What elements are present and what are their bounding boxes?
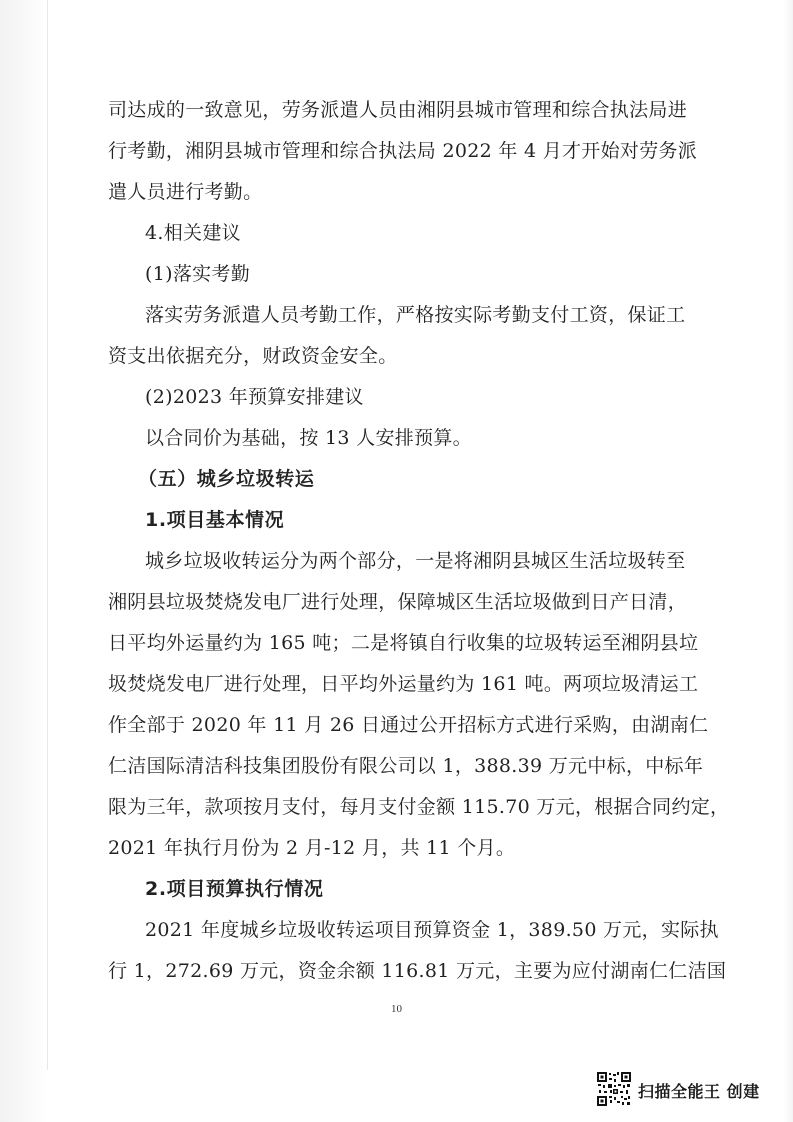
body-line: 以合同价为基础，按 13 人安排预算。: [145, 427, 472, 449]
section-heading: 4.相关建议: [145, 222, 241, 244]
body-line: 日平均外运量约为 165 吨；二是将镇自行收集的垃圾转运至湘阴县垃: [108, 632, 699, 654]
section-heading: 1.项目基本情况: [145, 509, 285, 531]
body-line: 落实劳务派遣人员考勤工作，严格按实际考勤支付工资，保证工: [145, 304, 686, 326]
qr-code-icon: [596, 1071, 632, 1107]
body-line: 圾焚烧发电厂进行处理，日平均外运量约为 161 吨。两项垃圾清运工: [108, 673, 699, 695]
body-line: 遣人员进行考勤。: [108, 181, 263, 203]
page-number: 10: [391, 1003, 402, 1015]
body-line: 司达成的一致意见，劳务派遣人员由湘阴县城市管理和综合执法局进: [108, 99, 688, 121]
body-line: 仁洁国际清洁科技集团股份有限公司以 1，388.39 万元中标，中标年: [108, 755, 704, 777]
subsection-heading: (2)2023 年预算安排建议: [145, 386, 364, 408]
body-line: 限为三年，款项按月支付，每月支付金额 115.70 万元，根据合同约定，: [108, 796, 730, 818]
scanner-watermark: [596, 1071, 786, 1113]
body-line: 2021 年度城乡垃圾收转运项目预算资金 1，389.50 万元，实际执: [145, 919, 719, 941]
body-line: 城乡垃圾收转运分为两个部分，一是将湘阴县城区生活垃圾转至: [145, 550, 686, 572]
body-line: 资支出依据充分，财政资金安全。: [108, 345, 398, 367]
section-heading: 2.项目预算执行情况: [145, 878, 324, 900]
body-line: 行 1，272.69 万元，资金余额 116.81 万元，主要为应付湖南仁仁洁国: [108, 960, 727, 982]
watermark-text: 扫描全能王 创建: [638, 1082, 760, 1101]
body-line: 行考勤，湘阴县城市管理和综合执法局 2022 年 4 月才开始对劳务派: [108, 140, 698, 162]
scan-edge-left: [0, 0, 48, 1122]
scan-edge-line: [47, 0, 48, 1070]
scan-edge-right: [783, 0, 793, 1122]
subsection-heading: (1)落实考勤: [145, 263, 251, 285]
body-line: 2021 年执行月份为 2 月-12 月，共 11 个月。: [108, 837, 516, 859]
body-line: 作全部于 2020 年 11 月 26 日通过公开招标方式进行采购，由湖南仁: [108, 714, 709, 736]
body-line: 湘阴县垃圾焚烧发电厂进行处理，保障城区生活垃圾做到日产日清，: [108, 591, 688, 613]
chapter-heading: （五）城乡垃圾转运: [138, 468, 315, 490]
